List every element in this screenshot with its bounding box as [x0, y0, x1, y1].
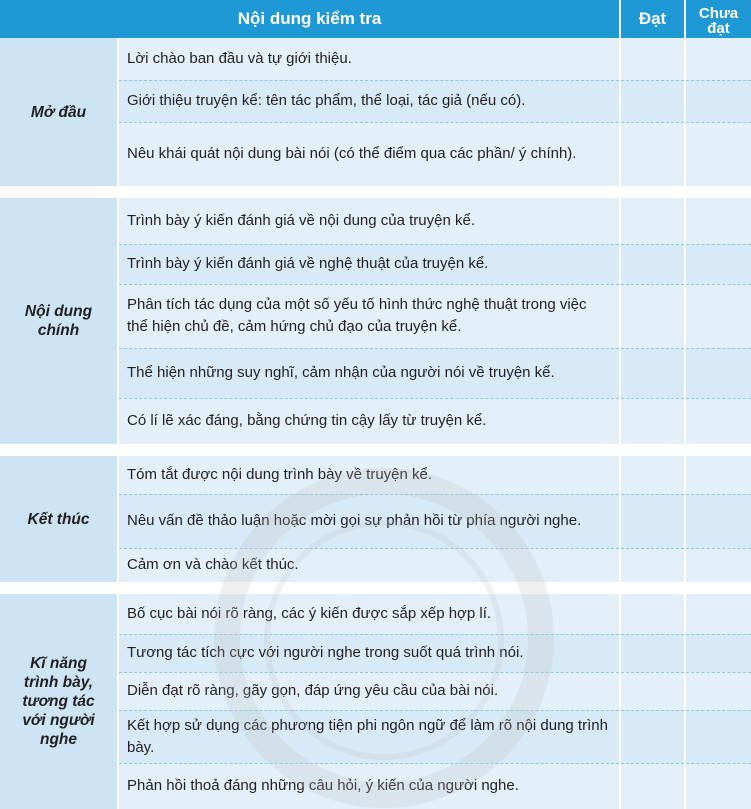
criterion-text: Phân tích tác dụng của một số yếu tố hình thức nghệ thuật trong việc thể hiện chủ đề, cảm hứng chủ đạo của truyện kể. [118, 284, 620, 348]
pass-checkbox-cell[interactable] [620, 763, 685, 809]
pass-checkbox-cell[interactable] [620, 494, 685, 548]
checklist-body [0, 38, 751, 809]
header-fail [685, 0, 751, 38]
criterion-text: Nêu khái quát nội dung bài nói (có thể điểm qua các phần/ ý chính). [118, 122, 620, 186]
section-title-line: Nội dung [24, 303, 93, 320]
criterion-text: Tóm tắt được nội dung trình bày về truyện kể. [118, 456, 620, 494]
pass-checkbox-cell[interactable] [620, 284, 685, 348]
section-title-line: nghe [39, 731, 78, 748]
criterion-text: Tương tác tích cực với người nghe trong suốt quá trình nói. [118, 634, 620, 672]
fail-checkbox-cell[interactable] [685, 634, 751, 672]
pass-checkbox-cell[interactable] [620, 198, 685, 244]
pass-checkbox-cell[interactable] [620, 398, 685, 444]
section-gap-cell [0, 582, 751, 594]
pass-checkbox-cell[interactable] [620, 710, 685, 763]
fail-checkbox-cell[interactable] [685, 710, 751, 763]
fail-checkbox-cell[interactable] [685, 456, 751, 494]
pass-checkbox-cell[interactable] [620, 548, 685, 582]
section-title-line: trình bày, [23, 674, 94, 691]
fail-checkbox-cell[interactable] [685, 284, 751, 348]
criterion-text: Trình bày ý kiến đánh giá về nghệ thuật của truyện kể. [118, 244, 620, 284]
pass-checkbox-cell[interactable] [620, 348, 685, 398]
pass-checkbox-cell[interactable] [620, 122, 685, 186]
fail-checkbox-cell[interactable] [685, 244, 751, 284]
fail-checkbox-cell[interactable] [685, 672, 751, 710]
section-title [0, 38, 118, 186]
section-title [0, 198, 118, 444]
criterion-text: Trình bày ý kiến đánh giá về nội dung của truyện kể. [118, 198, 620, 244]
checklist-row [0, 456, 751, 494]
section-title-line: Mở đầu [30, 103, 87, 121]
fail-checkbox-cell[interactable] [685, 122, 751, 186]
pass-checkbox-cell[interactable] [620, 80, 685, 122]
pass-checkbox-cell[interactable] [620, 594, 685, 634]
pass-checkbox-cell[interactable] [620, 244, 685, 284]
section-title-line: tương tác [22, 693, 95, 710]
section-gap [0, 444, 751, 456]
criterion-text: Có lí lẽ xác đáng, bằng chứng tin cậy lấy từ truyện kể. [118, 398, 620, 444]
section-gap-cell [0, 444, 751, 456]
fail-checkbox-cell[interactable] [685, 80, 751, 122]
section-title [0, 594, 118, 809]
criterion-text: Kết hợp sử dụng các phương tiện phi ngôn ngữ để làm rõ nội dung trình bày. [118, 710, 620, 763]
fail-checkbox-cell[interactable] [685, 594, 751, 634]
criterion-text: Diễn đạt rõ ràng, gãy gọn, đáp ứng yêu cầu của bài nói. [118, 672, 620, 710]
header-fail-line2: đạt [707, 20, 730, 37]
criterion-text: Phản hồi thoả đáng những câu hỏi, ý kiến của người nghe. [118, 763, 620, 809]
criterion-text: Nêu vấn đề thảo luận hoặc mời gọi sự phản hồi từ phía người nghe. [118, 494, 620, 548]
fail-checkbox-cell[interactable] [685, 38, 751, 80]
fail-checkbox-cell[interactable] [685, 763, 751, 809]
checklist-row [0, 594, 751, 634]
criterion-text: Lời chào ban đầu và tự giới thiệu. [118, 38, 620, 80]
pass-checkbox-cell[interactable] [620, 672, 685, 710]
pass-checkbox-cell[interactable] [620, 634, 685, 672]
header-pass: Đạt [620, 0, 685, 38]
criterion-text: Thể hiện những suy nghĩ, cảm nhận của người nói về truyện kể. [118, 348, 620, 398]
header-content: Nội dung kiểm tra [0, 0, 620, 38]
checklist-row [0, 198, 751, 244]
fail-checkbox-cell[interactable] [685, 398, 751, 444]
fail-checkbox-cell[interactable] [685, 548, 751, 582]
section-title-line: với người [22, 712, 95, 729]
fail-checkbox-cell[interactable] [685, 494, 751, 548]
criterion-text: Bố cục bài nói rõ ràng, các ý kiến được sắp xếp hợp lí. [118, 594, 620, 634]
section-gap [0, 582, 751, 594]
criterion-text: Giới thiệu truyện kể: tên tác phẩm, thể loại, tác giả (nếu có). [118, 80, 620, 122]
section-gap-cell [0, 186, 751, 198]
section-title [0, 456, 118, 582]
pass-checkbox-cell[interactable] [620, 38, 685, 80]
section-title-line: chính [37, 322, 80, 339]
section-gap [0, 186, 751, 198]
header-row [0, 0, 751, 38]
fail-checkbox-cell[interactable] [685, 348, 751, 398]
fail-checkbox-cell[interactable] [685, 198, 751, 244]
checklist-row [0, 38, 751, 80]
section-title-line: Kết thúc [27, 510, 90, 528]
pass-checkbox-cell[interactable] [620, 456, 685, 494]
criterion-text: Cảm ơn và chào kết thúc. [118, 548, 620, 582]
section-title-line: Kĩ năng [30, 655, 87, 672]
header-fail-line1: Chưa [698, 5, 739, 22]
